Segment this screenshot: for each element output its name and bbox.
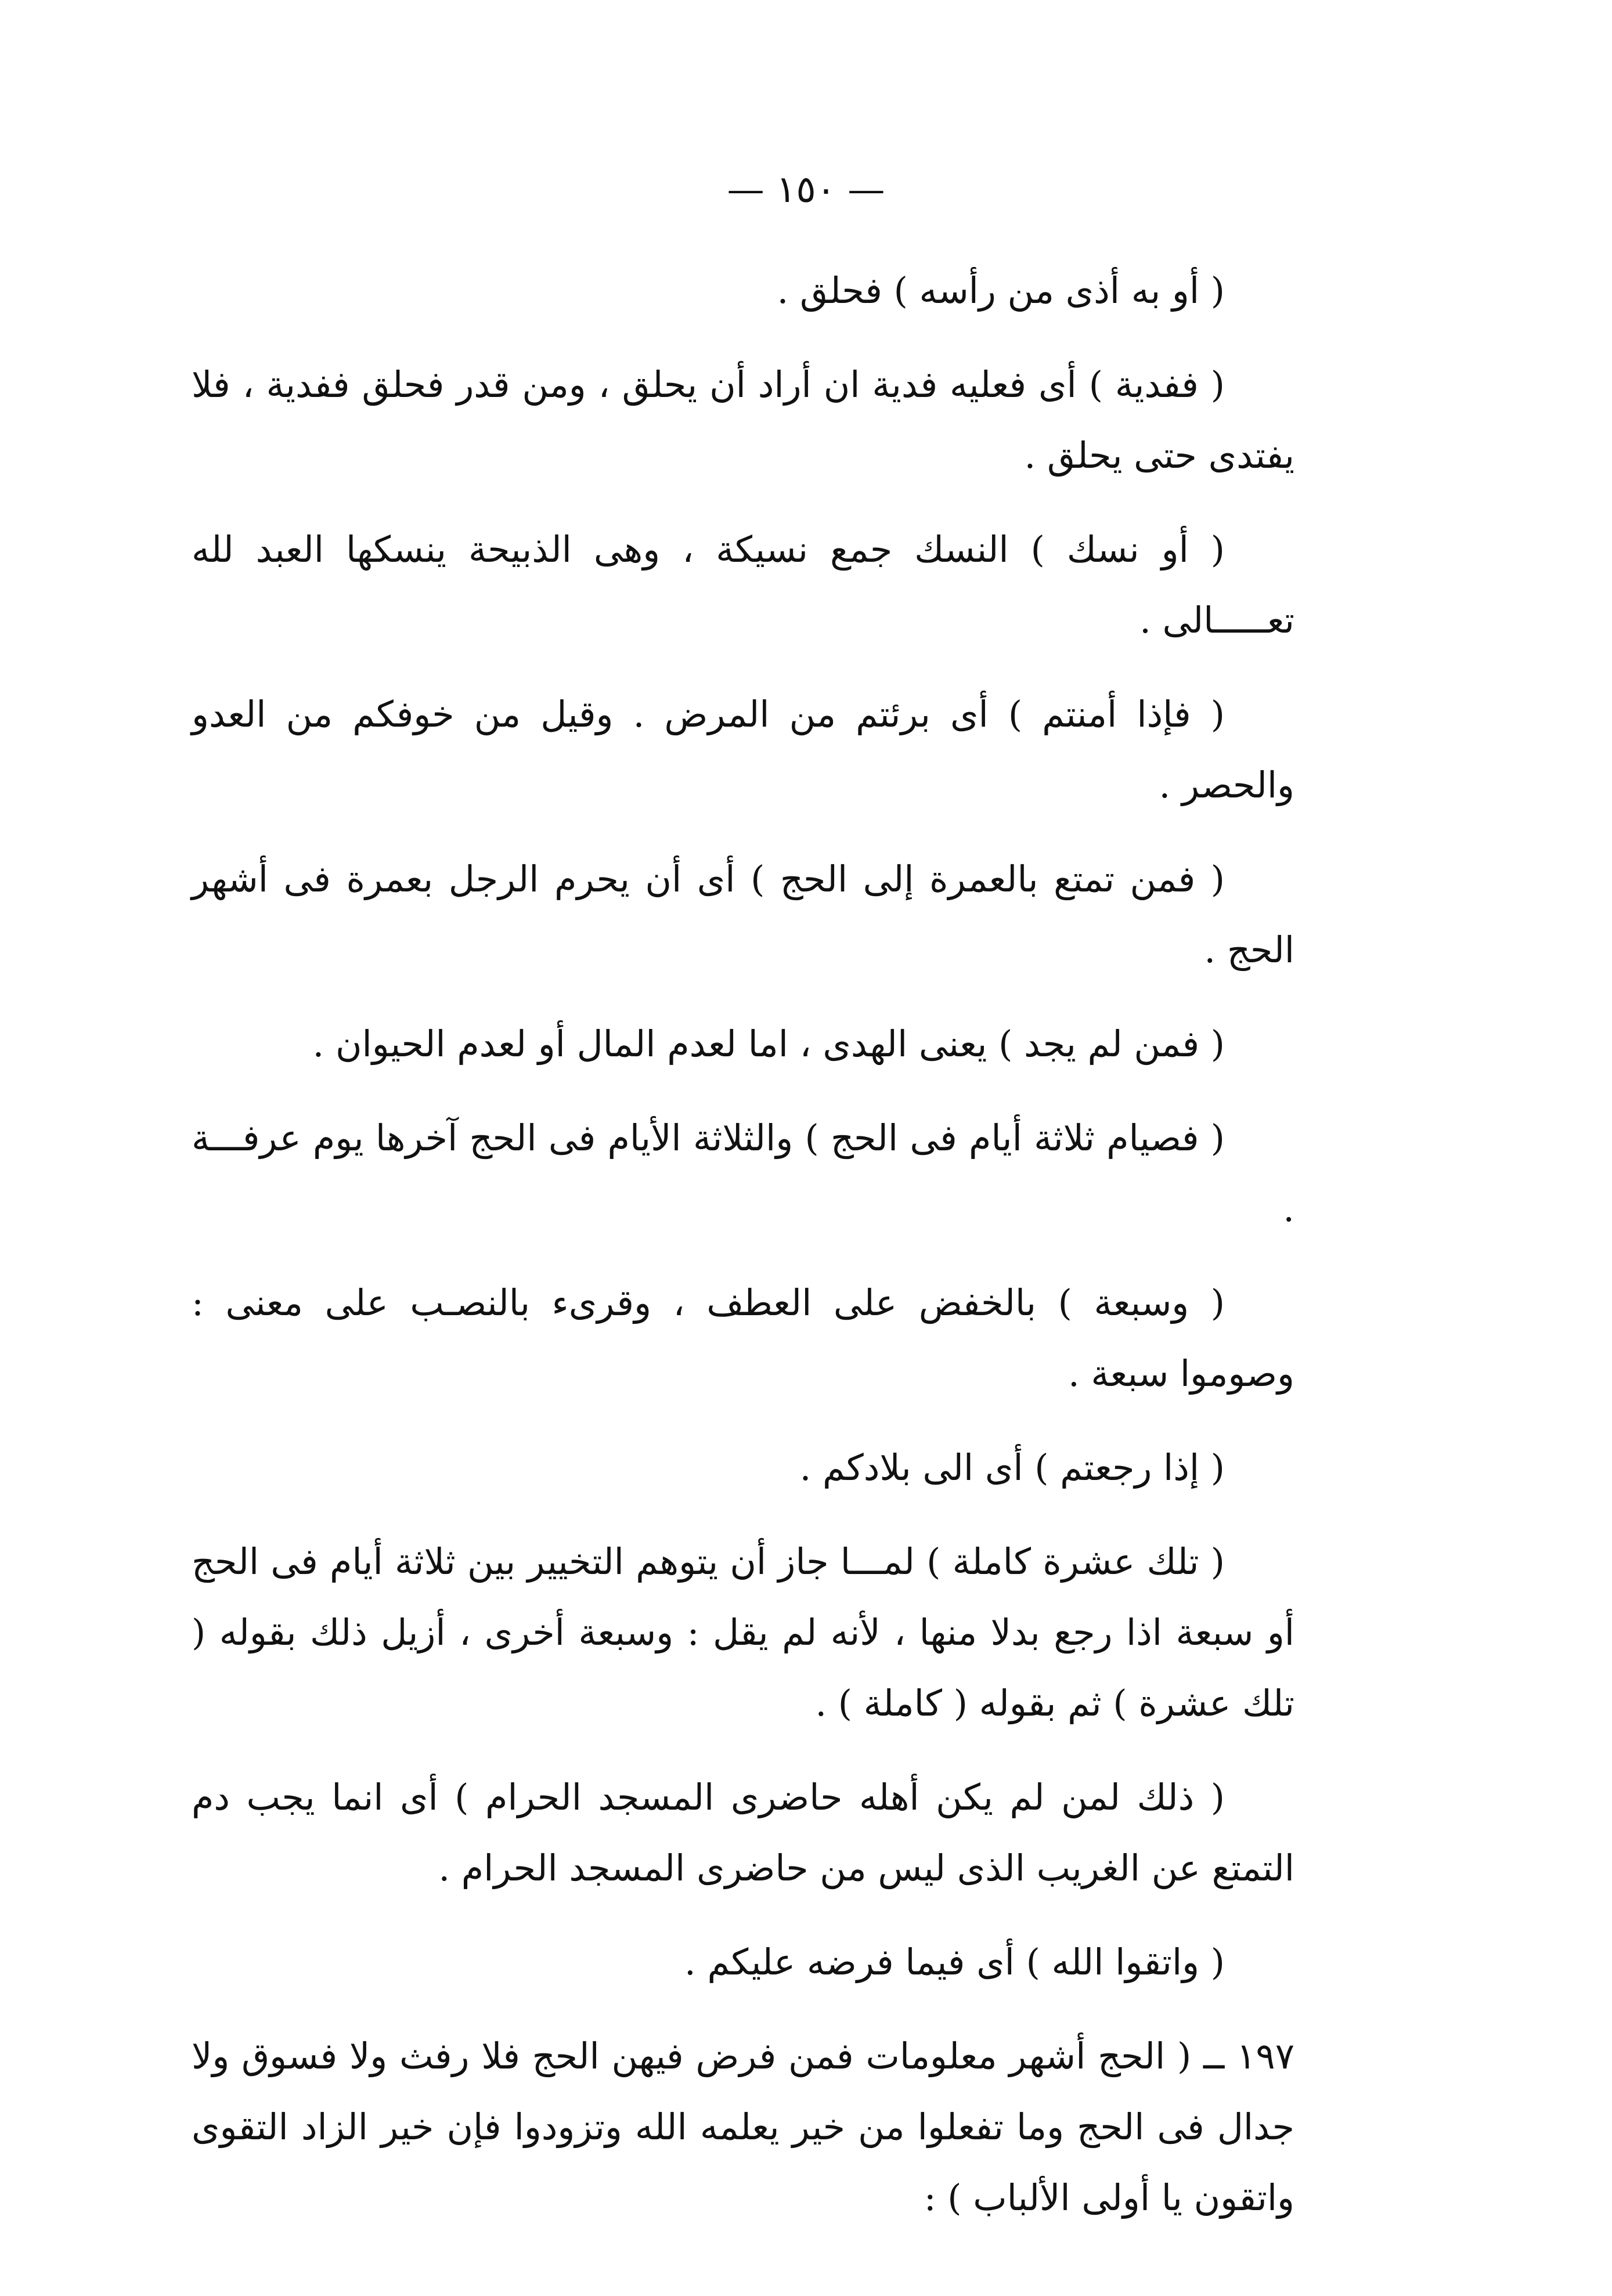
paragraph-1: ( أو به أذى من رأسه ) فحلق . <box>777 269 1225 312</box>
page-number: — ١٥٠ — <box>727 168 885 211</box>
paragraph-5: ( فمن تمتع بالعمرة إلى الحج ) أى أن يحرم الرجل بعمرة فى أشهر الحج . <box>192 858 1294 971</box>
paragraph-2: ( ففدية ) أى فعليه فدية ان أراد أن يحلق ، ومن قدر فحلق ففدية ، فلا يفتدى حتى يحلق . <box>192 363 1294 476</box>
verse-heading-197: ١٩٧ ــ ( الحج أشهر معلومات فمن فرض فيهن الحج فلا رفث ولا فسوق ولا جدال فى الحج وما تفعلوا من خير يعلمه الله وتزودوا فإن خير الزاد التقوى واتقون يا أولى الألباب ) : <box>192 2035 1294 2219</box>
paragraph-4: ( فإذا أمنتم ) أى برئتم من المرض . وقيل من خوفكم من العدو والحصر . <box>192 693 1294 806</box>
paragraph-12: ( واتقوا الله ) أى فيما فرضه عليكم . <box>684 1941 1225 1983</box>
paragraph-9: ( إذا رجعتم ) أى الى بلادكم . <box>799 1446 1225 1489</box>
body-text <box>192 255 1294 2257</box>
paragraph-11: ( ذلك لمن لم يكن أهله حاضرى المسجد الحرام ) أى انما يجب دم التمتع عن الغريب الذى ليس من حاضرى المسجد الحرام . <box>192 1776 1294 1889</box>
paragraph-6: ( فمن لم يجد ) يعنى الهدى ، اما لعدم المال أو لعدم الحيوان . <box>312 1023 1225 1065</box>
paragraph-10: ( تلك عشرة كاملة ) لمـــا جاز أن يتوهم التخيير بين ثلاثة أيام فى الحج أو سبعة اذا رجع بدلا منها ، لأنه لم يقل : وسبعة أخرى ، أزيل ذلك بقوله ( تلك عشرة ) ثم بقوله ( كاملة ) . <box>192 1540 1294 1724</box>
paragraph-7: ( فصيام ثلاثة أيام فى الحج ) والثلاثة الأيام فى الحج آخرها يوم عرفـــة . <box>192 1117 1294 1230</box>
paragraph-8: ( وسبعة ) بالخفض على العطف ، وقرىء بالنصـب على معنى : وصوموا سبعة . <box>192 1281 1294 1395</box>
paragraph-3: ( أو نسك ) النسك جمع نسيكة ، وهى الذبيحة ينسكها العبد لله تعـــــالى . <box>192 528 1294 641</box>
